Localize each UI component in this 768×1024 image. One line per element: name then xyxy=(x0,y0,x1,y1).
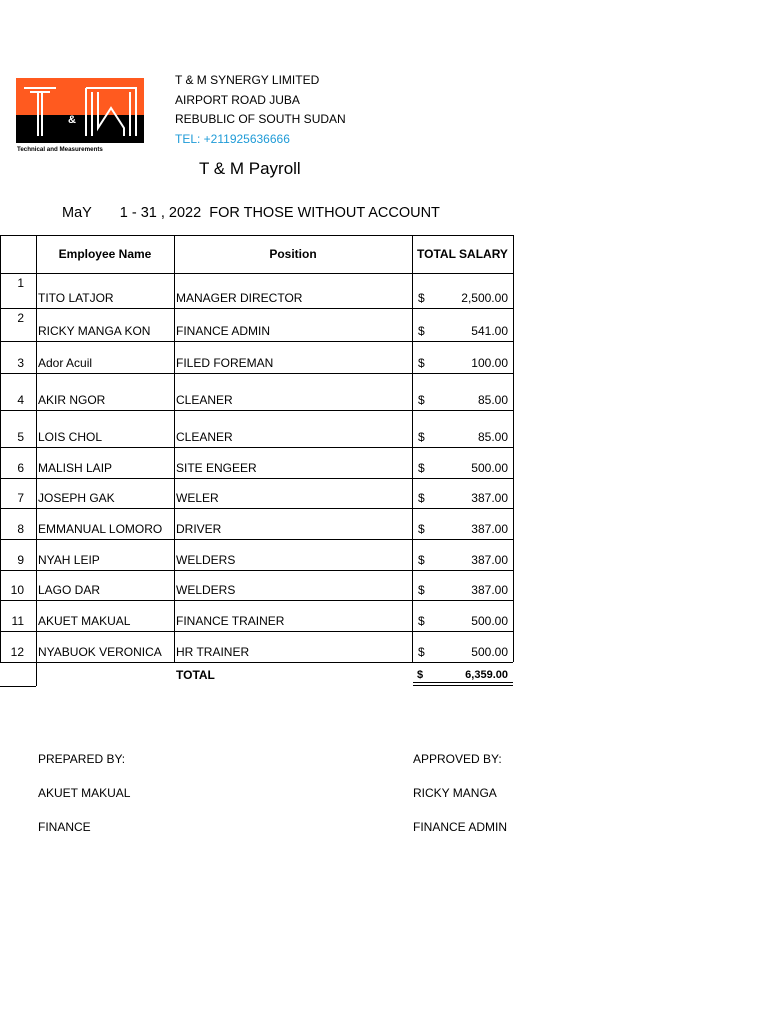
prepared-by-label: PREPARED BY: xyxy=(38,752,126,766)
prepared-by-name: AKUET MAKUAL xyxy=(38,786,131,800)
row-number: 5 xyxy=(17,430,24,444)
currency-symbol: $ xyxy=(418,461,425,475)
svg-text:&: & xyxy=(68,114,76,126)
total-currency: $ xyxy=(417,669,424,681)
salary-amount: 100.00 xyxy=(471,356,508,370)
currency-symbol: $ xyxy=(418,324,425,338)
row-number: 3 xyxy=(17,356,24,370)
currency-symbol: $ xyxy=(418,291,425,305)
row-number: 7 xyxy=(17,491,24,505)
currency-symbol: $ xyxy=(418,356,425,370)
table-row-border xyxy=(0,410,513,411)
total-underline xyxy=(413,685,513,686)
employee-position: FILED FOREMAN xyxy=(176,356,274,370)
employee-name: NYABUOK VERONICA xyxy=(38,645,162,659)
salary-amount: 2,500.00 xyxy=(461,291,508,305)
employee-name: AKUET MAKUAL xyxy=(38,614,131,628)
table-row-border xyxy=(0,341,513,342)
salary-amount: 387.00 xyxy=(471,522,508,536)
table-row-border xyxy=(0,570,513,571)
table-row-border xyxy=(0,308,513,309)
currency-symbol: $ xyxy=(418,393,425,407)
employee-position: FINANCE ADMIN xyxy=(176,324,271,338)
company-info xyxy=(175,71,346,149)
row-number: 6 xyxy=(17,461,24,475)
table-col-border xyxy=(36,662,37,686)
employee-name: TITO LATJOR xyxy=(38,291,114,305)
company-address: AIRPORT ROAD JUBA xyxy=(175,92,300,107)
employee-position: WELDERS xyxy=(176,553,236,567)
header-position: Position xyxy=(269,247,317,261)
employee-name: MALISH LAIP xyxy=(38,461,113,475)
payroll-period: MaY 1 - 31 , 2022 FOR THOSE WITHOUT ACCOUNT xyxy=(62,205,440,221)
currency-symbol: $ xyxy=(418,491,425,505)
header-total-salary: TOTAL SALARY xyxy=(417,247,508,261)
salary-amount: 541.00 xyxy=(471,324,508,338)
salary-amount: 387.00 xyxy=(471,491,508,505)
employee-name: NYAH LEIP xyxy=(38,553,100,567)
employee-name: EMMANUAL LOMORO xyxy=(38,522,163,536)
row-number: 10 xyxy=(10,583,24,597)
table-col-border xyxy=(412,235,413,662)
currency-symbol: $ xyxy=(418,614,425,628)
employee-name: Ador Acuil xyxy=(38,356,93,370)
row-number: 11 xyxy=(11,614,24,628)
company-logo xyxy=(16,78,144,153)
employee-position: CLEANER xyxy=(176,430,233,444)
salary-amount: 85.00 xyxy=(477,393,508,407)
table-col-border xyxy=(513,235,514,662)
header-employee-name: Employee Name xyxy=(58,247,152,261)
company-tel: TEL: +211925636666 xyxy=(175,131,290,146)
row-number: 2 xyxy=(17,311,24,325)
table-row-border xyxy=(0,508,513,509)
total-underline xyxy=(413,682,513,683)
total-amount: 6,359.00 xyxy=(465,669,508,681)
employee-position: HR TRAINER xyxy=(176,645,250,659)
table-bottom-border xyxy=(0,686,36,687)
table-row-border xyxy=(0,235,513,236)
table-row-border xyxy=(0,447,513,448)
row-number: 8 xyxy=(17,522,24,536)
employee-name: JOSEPH GAK xyxy=(38,491,115,505)
approved-by-name: RICKY MANGA xyxy=(413,786,497,800)
approved-by-role: FINANCE ADMIN xyxy=(413,820,508,834)
logo-caption: Technical and Measurements xyxy=(17,146,103,153)
page-title: T & M Payroll xyxy=(199,159,301,178)
table-row-border xyxy=(0,373,513,374)
table-col-border xyxy=(174,235,175,662)
row-number: 4 xyxy=(17,393,24,407)
table-row-border xyxy=(0,539,513,540)
approved-by-label: APPROVED BY: xyxy=(413,752,502,766)
employee-position: DRIVER xyxy=(176,522,222,536)
currency-symbol: $ xyxy=(418,553,425,567)
table-col-border xyxy=(0,235,1,662)
employee-position: FINANCE TRAINER xyxy=(176,614,285,628)
employee-name: AKIR NGOR xyxy=(38,393,106,407)
table-row-border xyxy=(0,662,513,663)
currency-symbol: $ xyxy=(418,522,425,536)
employee-position: MANAGER DIRECTOR xyxy=(176,291,303,305)
employee-position: SITE ENGEER xyxy=(176,461,257,475)
salary-amount: 500.00 xyxy=(471,645,508,659)
employee-name: LOIS CHOL xyxy=(38,430,103,444)
salary-amount: 387.00 xyxy=(471,583,508,597)
company-name: T & M SYNERGY LIMITED xyxy=(175,73,320,87)
salary-amount: 500.00 xyxy=(471,614,508,628)
row-number: 9 xyxy=(17,553,24,567)
total-label: TOTAL xyxy=(176,668,215,682)
salary-amount: 387.00 xyxy=(471,553,508,567)
prepared-by-role: FINANCE xyxy=(38,820,91,834)
table-row-border xyxy=(0,478,513,479)
currency-symbol: $ xyxy=(418,583,425,597)
row-number: 12 xyxy=(10,645,24,659)
employee-name: LAGO DAR xyxy=(38,583,101,597)
employee-position: WELER xyxy=(176,491,219,505)
table-row-border xyxy=(0,273,513,274)
table-col-border xyxy=(36,235,37,662)
row-number: 1 xyxy=(17,276,24,290)
salary-amount: 500.00 xyxy=(471,461,508,475)
currency-symbol: $ xyxy=(418,430,425,444)
table-row-border xyxy=(0,631,513,632)
salary-amount: 85.00 xyxy=(477,430,508,444)
table-row-border xyxy=(0,600,513,601)
employee-position: WELDERS xyxy=(176,583,236,597)
employee-name: RICKY MANGA KON xyxy=(38,324,151,338)
company-country: REBUBLIC OF SOUTH SUDAN xyxy=(175,112,346,126)
employee-position: CLEANER xyxy=(176,393,233,407)
currency-symbol: $ xyxy=(418,645,425,659)
